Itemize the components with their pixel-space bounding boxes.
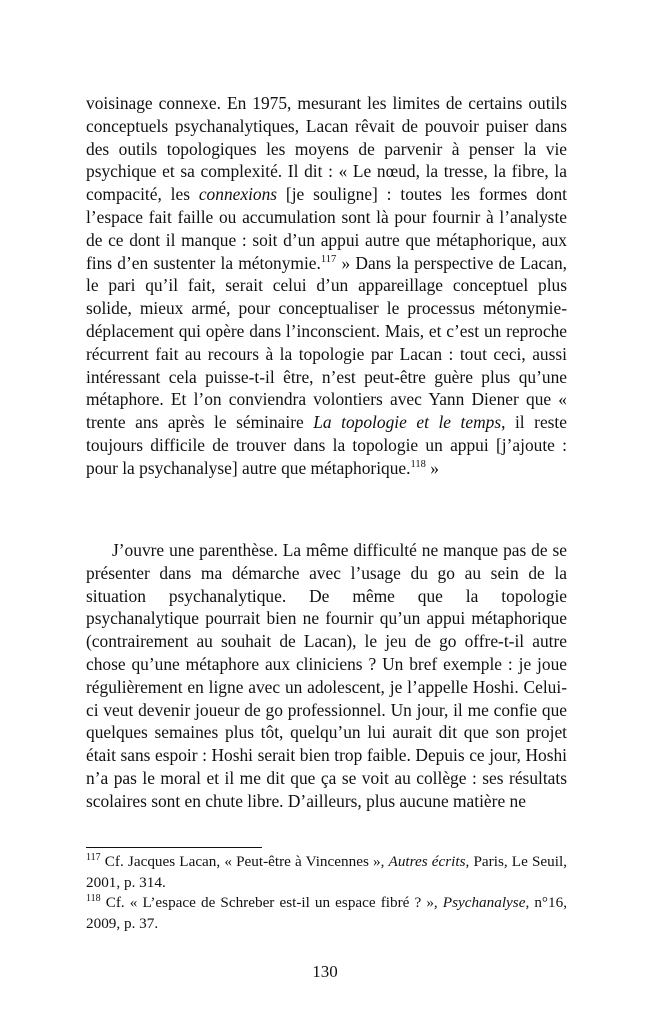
footnote-title: Autres écrits: [388, 853, 466, 870]
footnote-separator: [86, 847, 262, 848]
page-number: 130: [312, 962, 338, 981]
footnote-title: Psychanalyse: [442, 894, 526, 911]
paragraph-1-text-b: [je souligne] : toutes les formes dont l’espace fait faille ou accumulation sont là pour fournir à l’analyste de ce dont il manque : soit d’un appui autre que métaphorique, aux fins d’en sustenter la métonymie.: [86, 184, 567, 273]
paragraph-1-text-d: , il reste toujours difficile de trouver dans la topologie un appui [j’ajoute : pour la psychanalyse] autre que métaphorique.: [86, 412, 567, 478]
footnote-118: [86, 893, 567, 934]
paragraph-1-text-e: »: [425, 457, 439, 478]
footnote-ref-117[interactable]: 117: [320, 253, 337, 265]
body-paragraph-1: [86, 92, 567, 480]
footnotes: [86, 852, 567, 934]
paragraph-1-italic-connexions: connexions: [198, 184, 278, 205]
paragraph-1-text-a: voisinage connexe. En 1975, mesurant les limites de certains outils conceptuels psychanalytiques, Lacan rêvait de pouvoir puiser dans des outils topologiques les moyens de parvenir à penser la vie psychique et sa complexité. Il dit : « Le nœud, la tresse, la fibre, la compacité, les: [86, 93, 567, 205]
footnote-number: 117: [86, 852, 101, 863]
footnote-ref-118[interactable]: 118: [410, 458, 426, 470]
body-paragraph-2: J’ouvre une parenthèse. La même difficulté ne manque pas de se présenter dans ma démarche avec l’usage du go au sein de la situation psychanalytique. De même que la topologie psychanalytique pourrait bien ne fournir qu’un appui métaphorique (contrairement au souhait de Lacan), le jeu de go offre-t-il autre chose qu’une métaphore aux cliniciens ? Un bref exemple : je joue régulièrement en ligne avec un adolescent, je l’appelle Hoshi. Celui-ci veut devenir joueur de go professionnel. Un jour, il me confie que quelques semaines plus tôt, quelqu’un lui aurait dit que son projet était sans espoir : Hoshi serait bien trop faible. Depuis ce jour, Hoshi n’a pas le moral et il me dit que ça se voit au collège : ses résultats scolaires sont en chute libre. D’ailleurs, plus aucune matière ne: [86, 540, 567, 811]
footnote-text: Cf. « L’espace de Schreber est-il un espace fibré ? »,: [100, 894, 443, 911]
footnote-text: , Paris, Le Seuil, 2001, p. 314.: [86, 853, 567, 891]
footnote-number: 118: [86, 893, 101, 904]
footnote-117: [86, 852, 567, 893]
paragraph-1-italic-seminar-title: La topologie et le temps: [313, 412, 502, 433]
footnote-text: , n°16, 2009, p. 37.: [86, 894, 567, 932]
paragraph-1-text-c: » Dans la perspective de Lacan, le pari qu’il fait, serait celui d’un appareillage conceptuel plus solide, mieux armé, pour conceptualiser le processus métonymie-déplacement qui opère dans l’inconscient. Mais, et c’est un reproche récurrent fait au recours à la topologie par Lacan : tout ceci, aussi intéressant cela puisse-t-il être, n’est peut-être guère plus qu’une métaphore. Et l’on conviendra volontiers avec Yann Diener que « trente ans après le séminaire: [86, 252, 567, 433]
footnote-text: Cf. Jacques Lacan, « Peut-être à Vincennes »,: [100, 853, 389, 870]
